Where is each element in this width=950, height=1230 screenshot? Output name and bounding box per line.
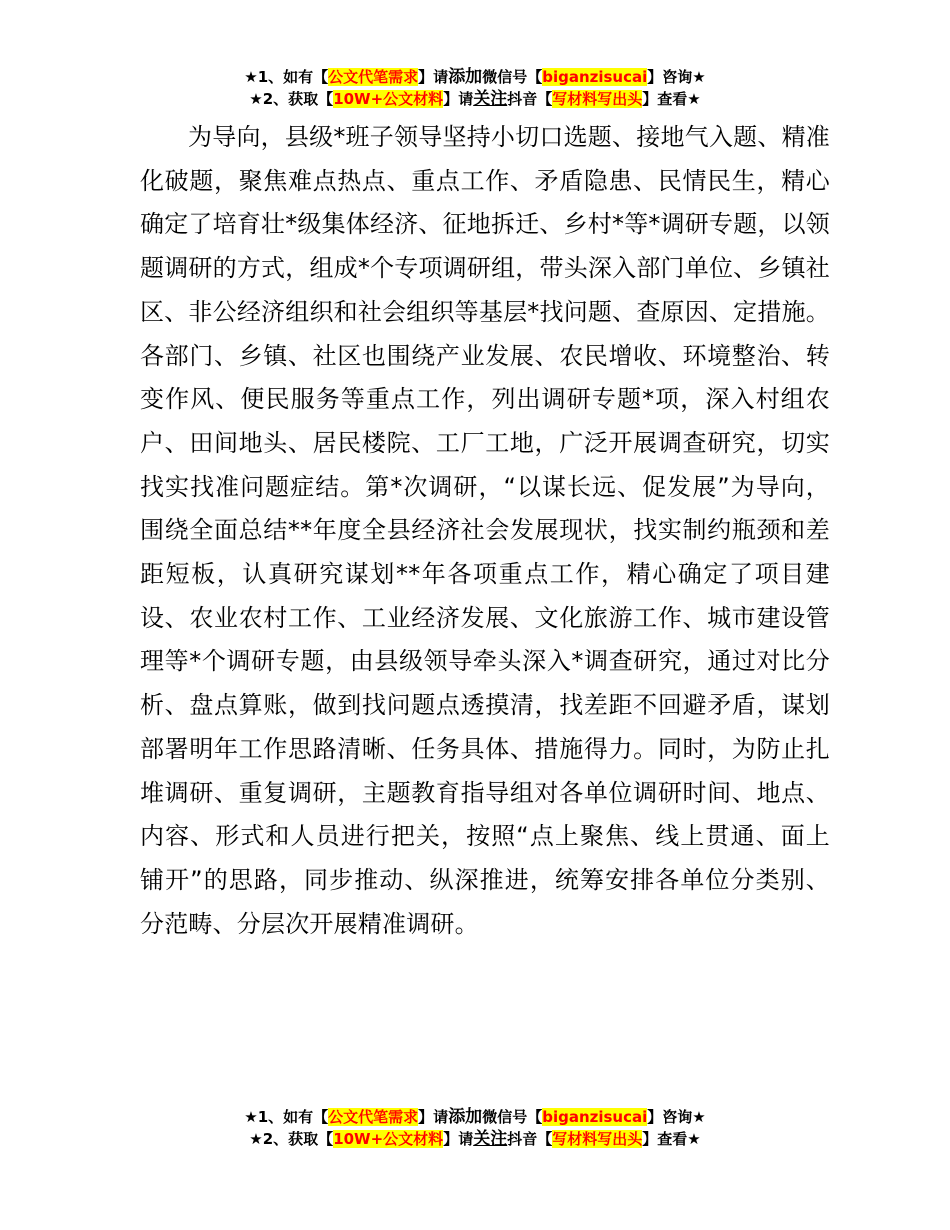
banner-text-emphasis: 添加: [448, 1107, 483, 1127]
header-banner: [0, 66, 950, 110]
banner-text-underlined: 关注: [473, 1129, 508, 1149]
footer-banner: [0, 1106, 950, 1150]
body-paragraph: 为导向，县级*班子领导坚持小切口选题、接地气入题、精准化破题，聚焦难点热点、重点工作、矛盾隐患、民情民生，精心确定了培育壮*级集体经济、征地拆迁、乡村*等*调研专题，以领题调研的方式，组成*个专项调研组，带头深入部门单位、乡镇社区、非公经济组织和社会组织等基层*找问题、查原因、定措施。各部门、乡镇、社区也围绕产业发展、农民增收、环境整治、转变作风、便民服务等重点工作，列出调研专题*项，深入村组农户、田间地头、居民楼院、工厂工地，广泛开展调查研究，切实找实找准问题症结。第*次调研，“以谋长远、促发展”为导向，围绕全面总结**年度全县经济社会发展现状，找实制约瓶颈和差距短板，认真研究谋划**年各项重点工作，精心确定了项目建设、农业农村工作、工业经济发展、文化旅游工作、城市建设管理等*个调研专题，由县级领导牵头深入*调查研究，通过对比分析、盘点算账，做到找问题点透摸清，找差距不回避矛盾，谋划部署明年工作思路清晰、任务具体、措施得力。同时，为防止扎堆调研、重复调研，主题教育指导组对各单位调研时间、地点、内容、形式和人员进行把关，按照“点上聚焦、线上贯通、面上铺开”的思路，同步推动、纵深推进，统筹安排各单位分类别、分范畴、分层次开展精准调研。: [140, 123, 830, 938]
banner-text: 抖音【: [507, 90, 553, 108]
banner-text: 】查看★: [642, 1130, 701, 1148]
banner-text: ★2、获取【: [249, 90, 334, 108]
highlight-douyin-account: 写材料写出头: [552, 90, 643, 108]
highlight-douyin-account: 写材料写出头: [552, 1130, 643, 1148]
highlight-wechat-id: biganzisucai: [542, 1108, 648, 1126]
banner-text-emphasis: 添加: [448, 67, 483, 87]
highlight-service: 公文代笔需求: [328, 68, 419, 86]
banner-text: 】查看★: [642, 90, 701, 108]
banner-text: 微信号【: [482, 68, 543, 86]
banner-text: 】咨询★: [647, 68, 706, 86]
banner-text: 】请: [443, 1130, 474, 1148]
banner-line-2: [0, 1128, 950, 1150]
document-body: [140, 116, 830, 946]
banner-text: 】咨询★: [647, 1108, 706, 1126]
banner-text: ★1、如有【: [244, 1108, 329, 1126]
banner-text: ★1、如有【: [244, 68, 329, 86]
banner-text: 微信号【: [482, 1108, 543, 1126]
highlight-wechat-id: biganzisucai: [542, 68, 648, 86]
highlight-materials: 10W+公文材料: [333, 1130, 444, 1148]
banner-text: 抖音【: [507, 1130, 553, 1148]
banner-text: 】请: [418, 1108, 449, 1126]
banner-line-1: [0, 1106, 950, 1128]
highlight-materials: 10W+公文材料: [333, 90, 444, 108]
banner-line-2: [0, 88, 950, 110]
banner-text: ★2、获取【: [249, 1130, 334, 1148]
banner-text: 】请: [418, 68, 449, 86]
highlight-service: 公文代笔需求: [328, 1108, 419, 1126]
banner-text-underlined: 关注: [473, 89, 508, 109]
banner-text: 】请: [443, 90, 474, 108]
banner-line-1: [0, 66, 950, 88]
